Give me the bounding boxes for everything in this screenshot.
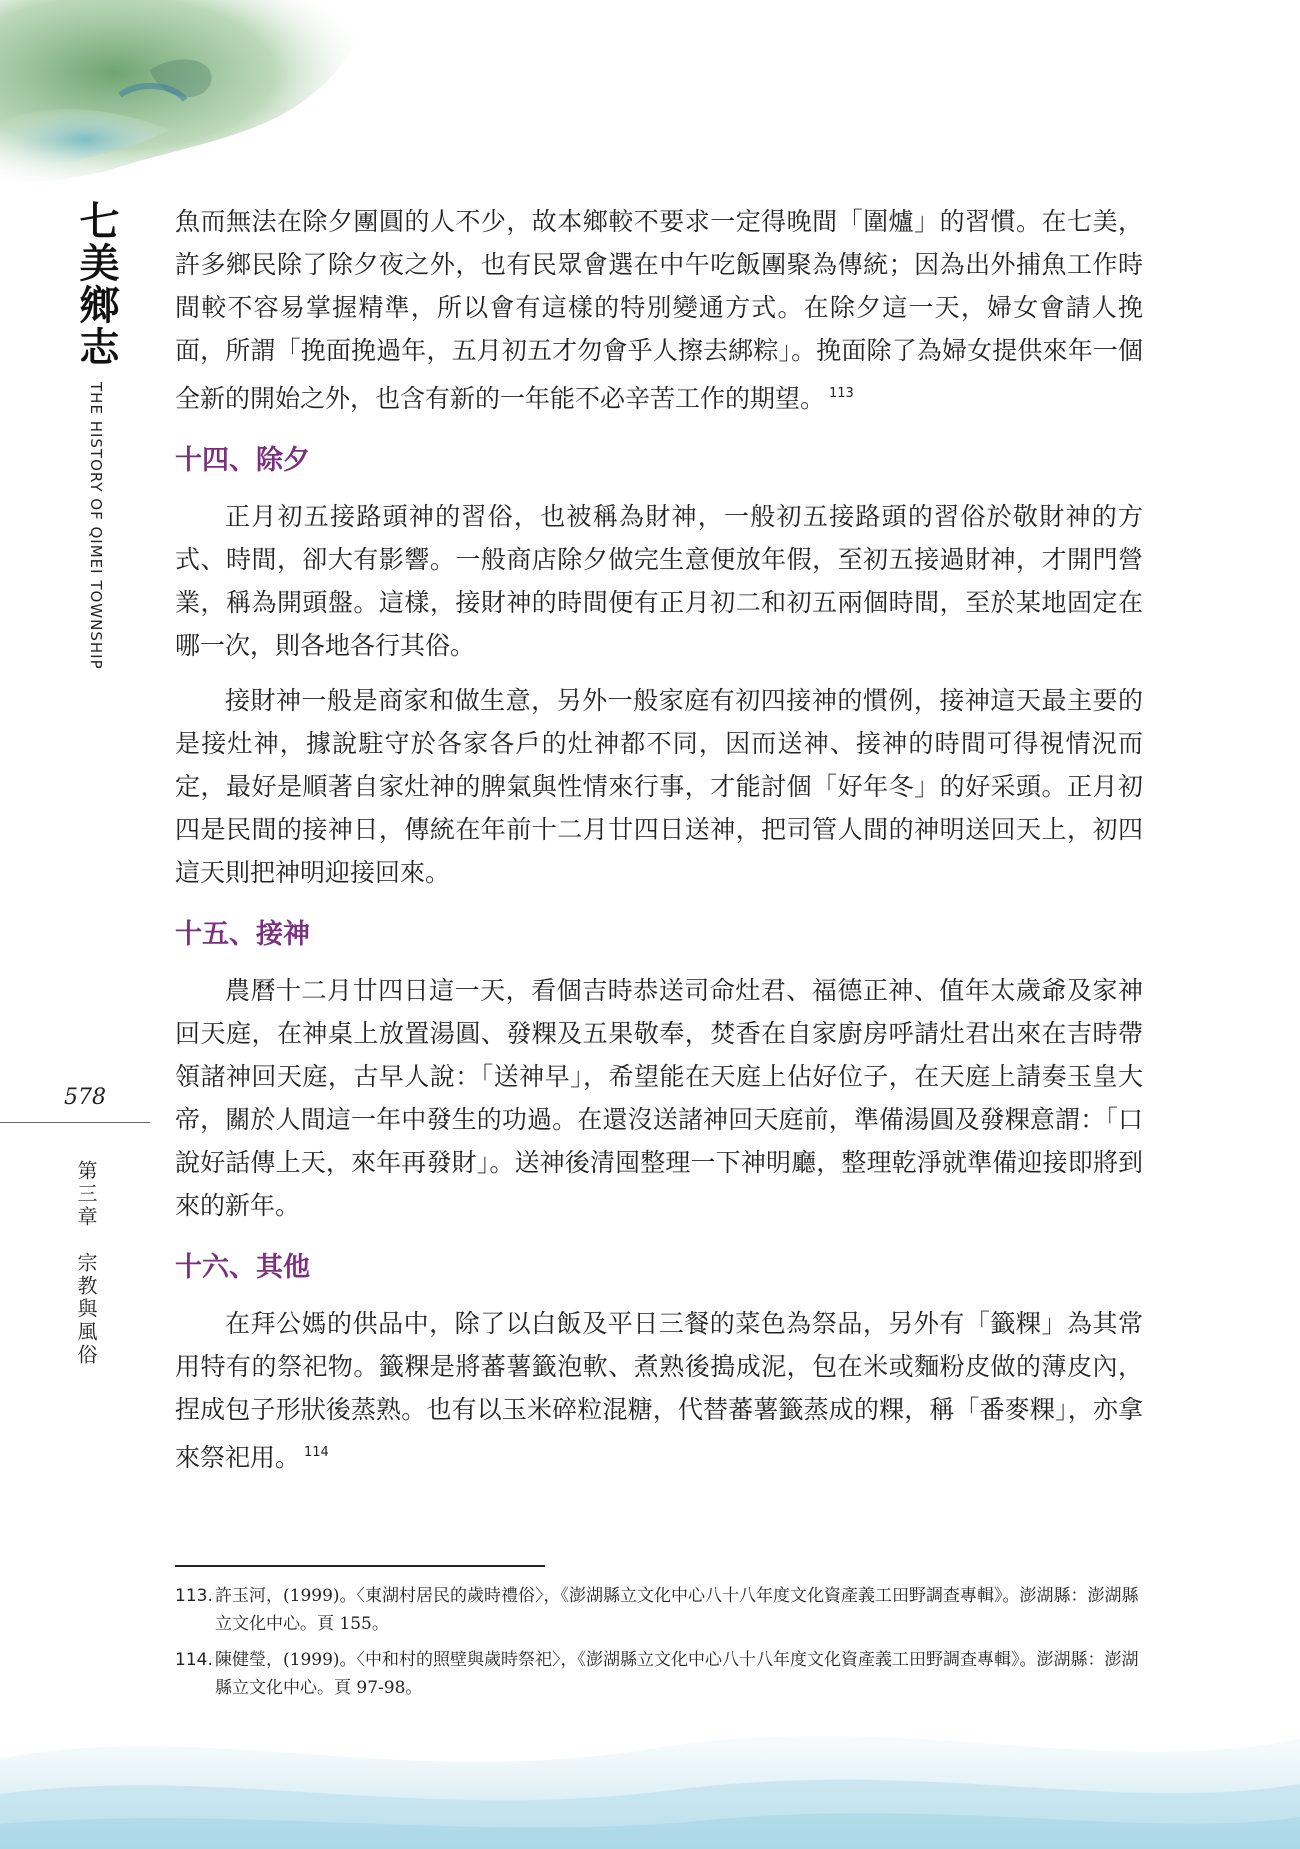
section-heading-16: 十六、其他 bbox=[175, 1252, 310, 1283]
page-number: 578 bbox=[64, 1085, 106, 1110]
footnote-114 bbox=[175, 1646, 1143, 1702]
paragraph-16-text: 在拜公媽的供品中，除了以白飯及平日三餐的菜色為祭品，另外有「籤粿」為其常用特有的祭祀物。籤粿是將蕃薯籤泡軟、煮熟後搗成泥，包在米或麵粉皮做的薄皮內，捏成包子形狀後蒸熟。也有以玉米碎粒混糖，代替蕃薯籤蒸成的粿，稱「番麥粿」，亦拿來祭祀用。 bbox=[175, 1309, 1143, 1472]
paragraph-14a: 正月初五接路頭神的習俗，也被稱為財神，一般初五接路頭的習俗於敬財神的方式、時間，卻大有影響。一般商店除夕做完生意便放年假，至初五接過財神，才開門營業，稱為開頭盤。這樣，接財神的時間便有正月初二和初五兩個時間，至於某地固定在哪一次，則各地各行其俗。 bbox=[175, 502, 1143, 660]
paragraph-14b: 接財神一般是商家和做生意，另外一般家庭有初四接神的慣例，接神這天最主要的是接灶神，據說駐守於各家各戶的灶神都不同，因而送神、接神的時間可得視情況而定，最好是順著自家灶神的脾氣與性情來行事，才能討個「好年冬」的好采頭。正月初四是民間的接神日，傳統在年前十二月廿四日送神，把司管人間的神明送回天上，初四這天則把神明迎接回來。 bbox=[175, 686, 1143, 887]
footnote-113 bbox=[175, 1582, 1143, 1638]
footnote-text: 陳健瑩，(1999)。〈中和村的照壁與歲時祭祀〉，《澎湖縣立文化中心八十八年度文化資產義工田野調查專輯》。澎湖縣：澎湖縣立文化中心。頁 97-98。 bbox=[215, 1650, 1139, 1698]
footnote-number: 114. bbox=[175, 1650, 213, 1670]
main-text bbox=[175, 200, 1143, 1491]
section-heading-15: 十五、接神 bbox=[175, 919, 310, 950]
footnotes bbox=[175, 1582, 1143, 1710]
book-title-english: THE HISTORY OF QIMEI TOWNSHIP bbox=[87, 382, 105, 670]
page-number-rule bbox=[0, 1122, 150, 1123]
footnote-ref-114[interactable]: 114 bbox=[304, 1445, 329, 1460]
section-heading-14: 十四、除夕 bbox=[175, 445, 310, 476]
footnote-divider bbox=[175, 1565, 545, 1567]
footnote-number: 113. bbox=[175, 1586, 213, 1606]
paragraph-intro bbox=[175, 200, 1143, 420]
book-title-cjk: 七美鄉志 bbox=[73, 200, 120, 368]
book-title-vertical bbox=[66, 200, 126, 670]
footnote-text: 許玉河，(1999)。〈東湖村居民的歲時禮俗〉，《澎湖縣立文化中心八十八年度文化資產義工田野調查專輯》。澎湖縣：澎湖縣立文化中心。頁 155。 bbox=[215, 1586, 1139, 1634]
landscape-decoration bbox=[0, 0, 430, 190]
paragraph-intro-text: 魚而無法在除夕團圓的人不少，故本鄉較不要求一定得晚間「圍爐」的習慣。在七美，許多鄉民除了除夕夜之外，也有民眾會選在中午吃飯團聚為傳統；因為出外捕魚工作時間較不容易掌握精準，所以會有這樣的特別變通方式。在除夕這一天，婦女會請人挽面，所謂「挽面挽過年，五月初五才勿會乎人擦去綁粽」。挽面除了為婦女提供來年一個全新的開始之外，也含有新的一年能不必辛苦工作的期望。 bbox=[175, 207, 1143, 413]
paragraph-16 bbox=[175, 1302, 1143, 1479]
chapter-label: 第三章 宗教與風俗 bbox=[74, 1160, 98, 1367]
wave-decoration bbox=[0, 1699, 1300, 1849]
footnote-ref-113[interactable]: 113 bbox=[829, 386, 854, 401]
paragraph-15: 農曆十二月廿四日這一天，看個吉時恭送司命灶君、福德正神、值年太歲爺及家神回天庭，在神桌上放置湯圓、發粿及五果敬奉，焚香在自家廚房呼請灶君出來在吉時帶領諸神回天庭，古早人說：「送神早」，希望能在天庭上佔好位子，在天庭上請奏玉皇大帝，關於人間這一年中發生的功過。在還沒送諸神回天庭前，準備湯圓及發粿意謂：「口說好話傳上天，來年再發財」。送神後清囤整理一下神明廳，整理乾淨就準備迎接即將到來的新年。 bbox=[175, 976, 1143, 1220]
